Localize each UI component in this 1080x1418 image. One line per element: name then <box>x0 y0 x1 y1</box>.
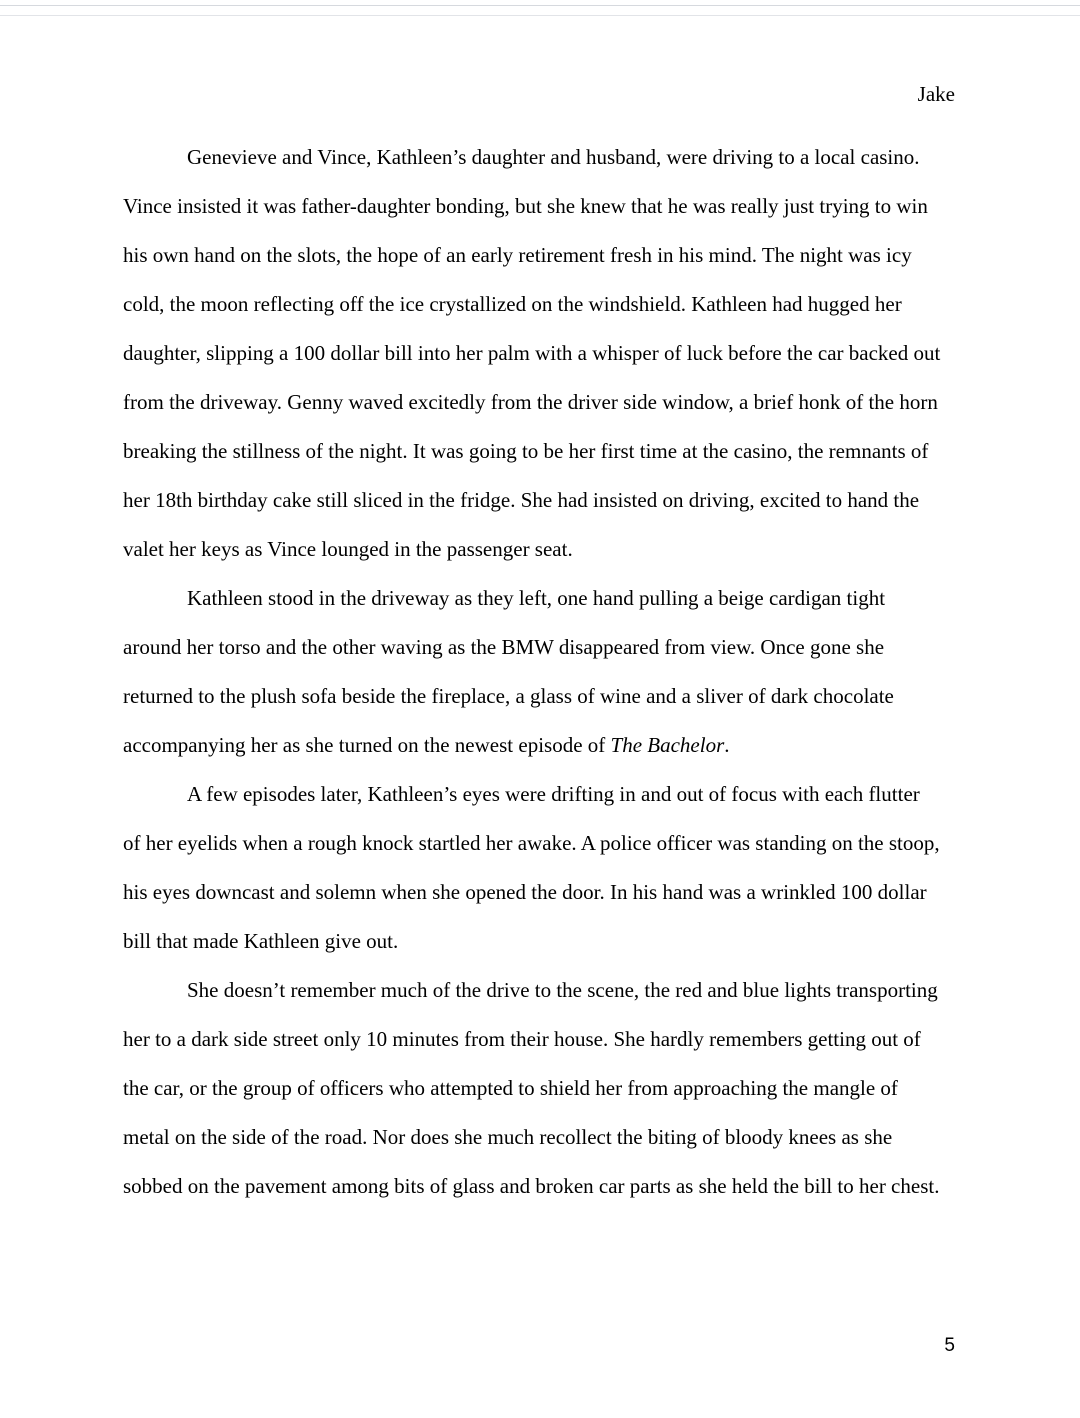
text-line: A few episodes later, Kathleen’s eyes were drifting in and out of focus with each flutter <box>187 782 920 806</box>
text-line: Kathleen stood in the driveway as they left, one hand pulling a beige cardigan tight <box>187 586 886 610</box>
top-border-line <box>0 5 1080 6</box>
text-line: daughter, slipping a 100 dollar bill into her palm with a whisper of luck before the car backed out <box>123 341 941 365</box>
text-line: Genevieve and Vince, Kathleen’s daughter and husband, were driving to a local casino. <box>187 145 920 169</box>
text-line: the car, or the group of officers who attempted to shield her from approaching the mangle of <box>123 1076 898 1100</box>
text-line: breaking the stillness of the night. It was going to be her first time at the casino, the remnants of <box>123 439 929 463</box>
text-line-prefix: accompanying her as she turned on the newest episode of <box>123 733 611 757</box>
text-line: cold, the moon reflecting off the ice crystallized on the windshield. Kathleen had hugged her <box>123 292 902 316</box>
text-line: Vince insisted it was father-daughter bonding, but she knew that he was really just trying to win <box>123 194 928 218</box>
show-title: The Bachelor <box>610 733 725 757</box>
page-number: 5 <box>944 1335 955 1356</box>
text-line: around her torso and the other waving as the BMW disappeared from view. Once gone she <box>123 635 885 659</box>
text-line: his eyes downcast and solemn when she opened the door. In his hand was a wrinkled 100 dollar <box>123 880 927 904</box>
text-line: his own hand on the slots, the hope of an early retirement fresh in his mind. The night was icy <box>123 243 912 267</box>
document-body <box>123 133 959 1211</box>
text-line-suffix: . <box>724 733 730 757</box>
text-line: of her eyelids when a rough knock startled her awake. A police officer was standing on the stoop, <box>123 831 940 855</box>
text-line: She doesn’t remember much of the drive to the scene, the red and blue lights transporting <box>187 978 938 1002</box>
paragraph-3 <box>123 770 959 966</box>
running-header-author: Jake <box>917 82 955 106</box>
text-line: her to a dark side street only 10 minutes from their house. She hardly remembers getting out of <box>123 1027 921 1051</box>
top-border-line-secondary <box>0 15 1080 16</box>
text-line: her 18th birthday cake still sliced in the fridge. She had insisted on driving, excited to hand the <box>123 488 920 512</box>
text-line: bill that made Kathleen give out. <box>123 929 399 953</box>
paragraph-1 <box>123 133 959 574</box>
text-line: returned to the plush sofa beside the fireplace, a glass of wine and a sliver of dark chocolate <box>123 684 894 708</box>
paragraph-2 <box>123 574 959 770</box>
text-line: sobbed on the pavement among bits of glass and broken car parts as she held the bill to her chest. <box>123 1174 940 1198</box>
text-line <box>123 721 959 770</box>
paragraph-4 <box>123 966 959 1211</box>
text-line: metal on the side of the road. Nor does she much recollect the biting of bloody knees as she <box>123 1125 893 1149</box>
text-line: from the driveway. Genny waved excitedly from the driver side window, a brief honk of the horn <box>123 390 938 414</box>
text-line: valet her keys as Vince lounged in the passenger seat. <box>123 537 573 561</box>
